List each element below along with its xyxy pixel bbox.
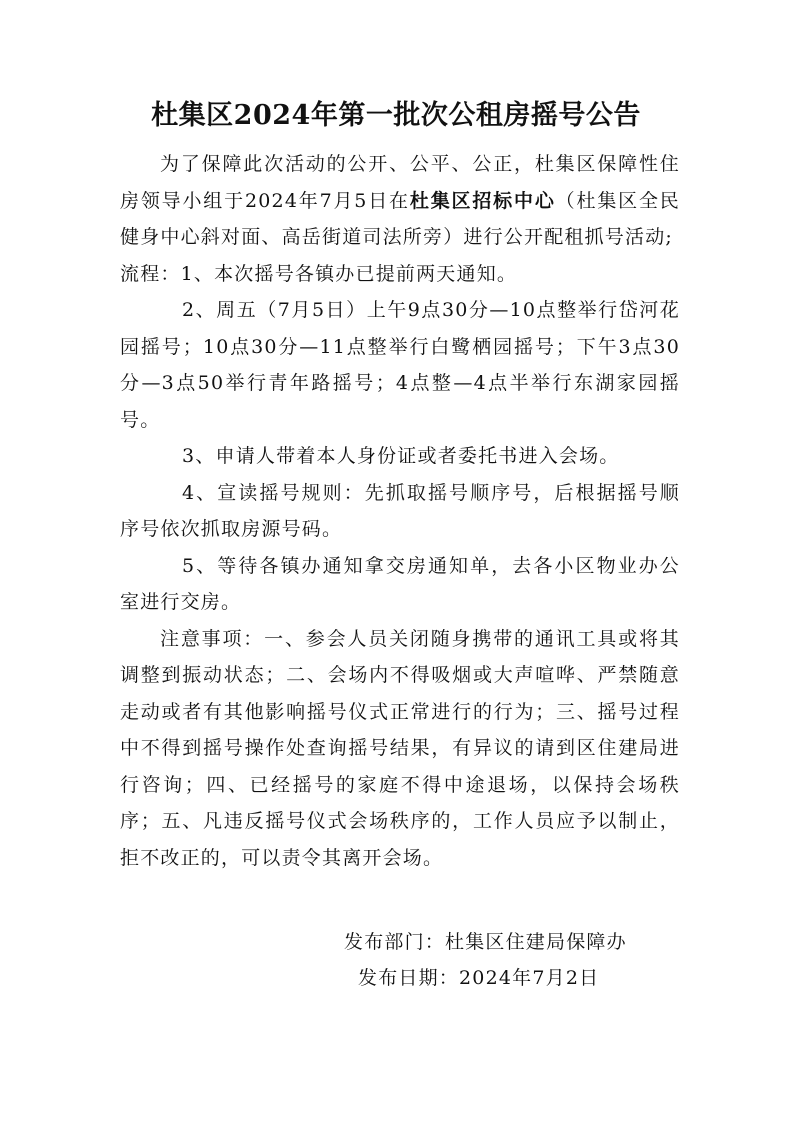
issuing-department: 发布部门：杜集区住建局保障办 — [344, 931, 627, 953]
process-step-1: 流程：1、本次摇号各镇办已提前两天通知。 — [120, 262, 518, 285]
process-step-2: 2、周五（7月5日）上午9点30分—10点整举行岱河花园摇号；10点30分—11点整举行白鹭栖园摇号；下午3点30分—3点50举行青年路摇号；4点整—4点半举行东湖家园摇号。 — [120, 299, 680, 431]
announcement-title: 杜集区2024年第一批次公租房摇号公告 — [151, 100, 641, 131]
intro-paragraph — [120, 146, 680, 256]
issue-date: 发布日期：2024年7月2日 — [358, 967, 600, 989]
intro-text-before: 为了保障此次活动的公开、公平、公正，杜集区保障性住房领导小组于2024年7月5日在 — [120, 153, 680, 212]
process-step-5: 5、等待各镇办通知拿交房通知单，去各小区物业办公室进行交房。 — [120, 554, 680, 613]
intro-text-after: （杜集区全民健身中心斜对面、高岳街道司法所旁）进行公开配租抓号活动; — [120, 189, 681, 248]
notice-paragraph: 注意事项：一、参会人员关闭随身携带的通讯工具或将其调整到振动状态；二、会场内不得吸烟或大声喧哗、严禁随意走动或者有其他影响摇号仪式正常进行的行为；三、摇号过程中不得到摇号操作处查询摇号结果，有异议的请到区住建局进行咨询；四、已经摇号的家庭不得中途退场，以保持会场秩序；五、凡违反摇号仪式会场秩序的，工作人员应予以制止，拒不改正的，可以责令其离开会场。 — [120, 627, 680, 869]
process-step-4: 4、宣读摇号规则：先抓取摇号顺序号，后根据摇号顺序号依次抓取房源号码。 — [120, 481, 680, 540]
venue-name: 杜集区招标中心 — [409, 189, 556, 212]
process-step-3: 3、申请人带着本人身份证或者委托书进入会场。 — [182, 445, 620, 467]
announcement-body — [120, 146, 680, 876]
